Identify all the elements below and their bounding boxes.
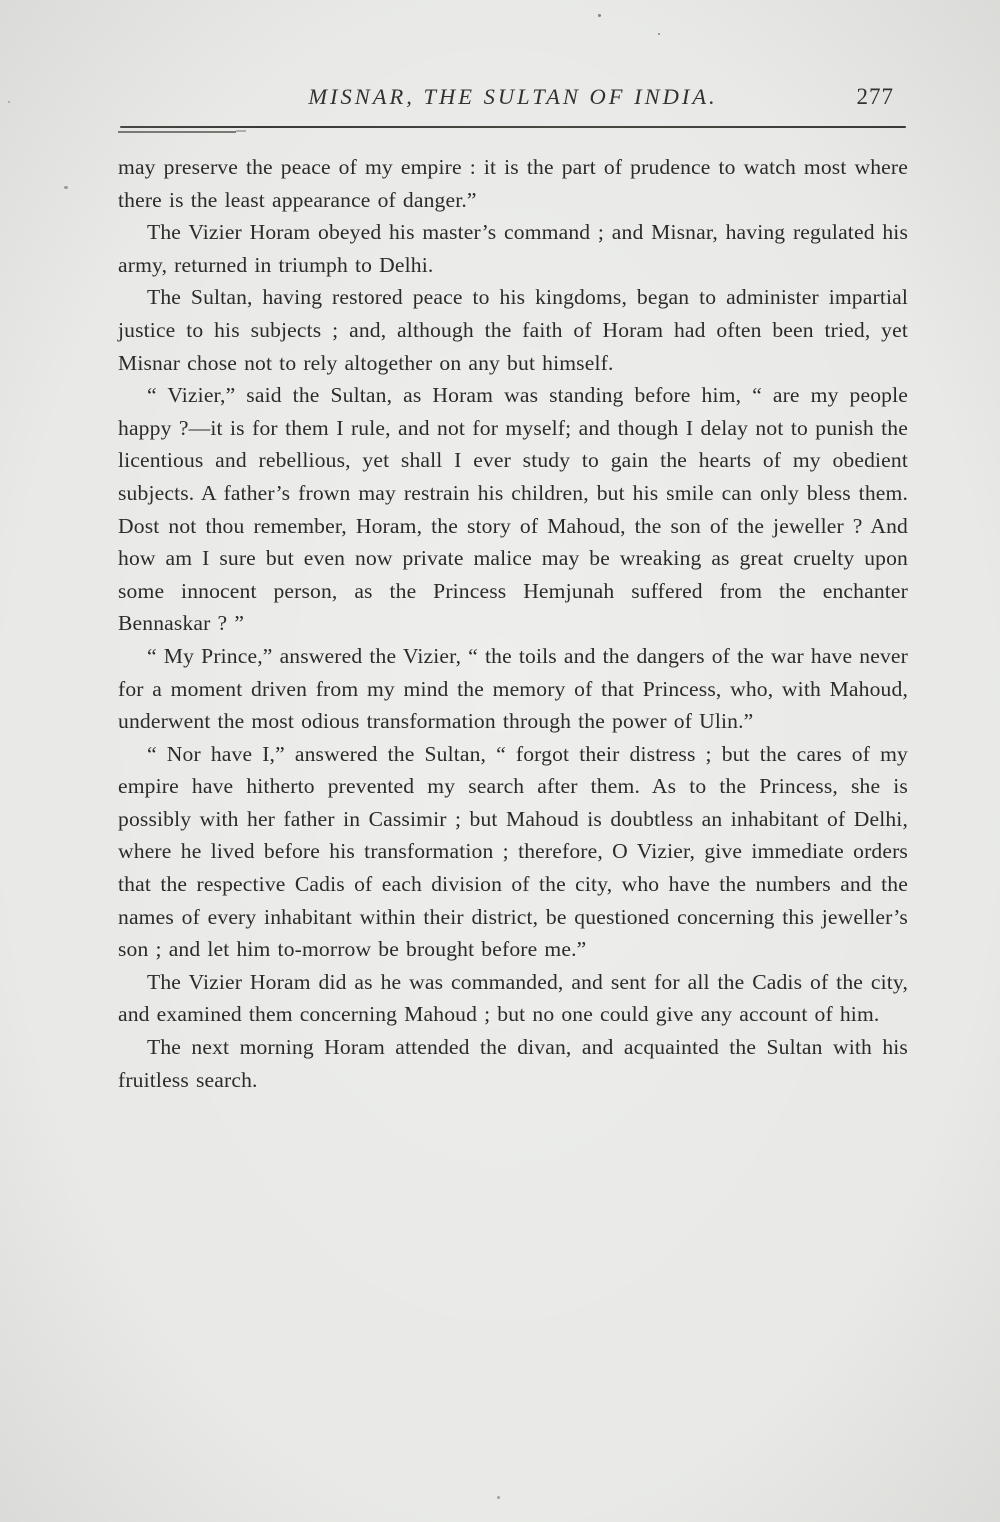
paragraph: “ My Prince,” answered the Vizier, “ the toils and the dangers of the war have never for a moment driven from my mind the memory of that Princess, who, with Mahoud, underwent the most odious transformation through the power of Ulin.” xyxy=(118,643,908,734)
header-rule-tick-small xyxy=(236,130,246,132)
page-number: 277 xyxy=(856,84,894,109)
header-rule xyxy=(120,126,906,128)
running-head xyxy=(118,84,908,118)
paragraph: may preserve the peace of my empire : it is the part of prudence to watch most where there is the least appearance of danger.” xyxy=(118,155,908,212)
paragraph: “ Vizier,” said the Sultan, as Horam was standing before him, “ are my people happy ?—it is for them I rule, and not for myself; and though I delay not to punish the licentious and rebellious, yet shall I ever study to gain the hearts of my obedient subjects. A father’s frown may restrain his children, but his smile can only bless them. Dost not thou remember, Horam, the story of Mahoud, the son of the jeweller ? And how am I sure but even now private malice may be wreaking as great cruelty upon some innocent person, as the Princess Hemjunah suffered from the enchanter Bennaskar ? ” xyxy=(118,383,908,636)
paragraph: The Vizier Horam did as he was commanded, and sent for all the Cadis of the city, and examined them concerning Mahoud ; but no one could give any account of him. xyxy=(118,969,908,1027)
page-title: MISNAR, THE SULTAN OF INDIA. xyxy=(308,84,718,109)
scan-speck xyxy=(497,1496,500,1499)
scan-speck xyxy=(8,101,10,103)
paragraph: The Vizier Horam obeyed his master’s command ; and Misnar, having regulated his army, returned in triumph to Delhi. xyxy=(118,220,908,277)
paragraph: The Sultan, having restored peace to his kingdoms, began to administer impartial justice to his subjects ; and, although the faith of Horam had often been tried, yet Misnar chose not to rely altogether on any but himself. xyxy=(118,285,908,375)
paragraph: “ Nor have I,” answered the Sultan, “ forgot their distress ; but the cares of my empire have hitherto prevented my search after them. As to the Princess, she is possibly with her father in Cassimir ; but Mahoud is doubtless an inhabitant of Delhi, where he lived before his transformation ; therefore, O Vizier, give immediate orders that the respective Cadis of each division of the city, who have the numbers and the names of every inhabitant within their district, be questioned concerning this jeweller’s son ; and let him to-morrow be brought before me.” xyxy=(118,741,908,962)
scan-speck xyxy=(598,14,601,17)
header-rule-tick xyxy=(118,131,236,133)
scan-speck xyxy=(64,186,68,189)
paragraph: The next morning Horam attended the divan, and acquainted the Sultan with his fruitless search. xyxy=(118,1035,908,1092)
page-body xyxy=(118,151,908,1096)
scan-speck xyxy=(658,33,660,35)
